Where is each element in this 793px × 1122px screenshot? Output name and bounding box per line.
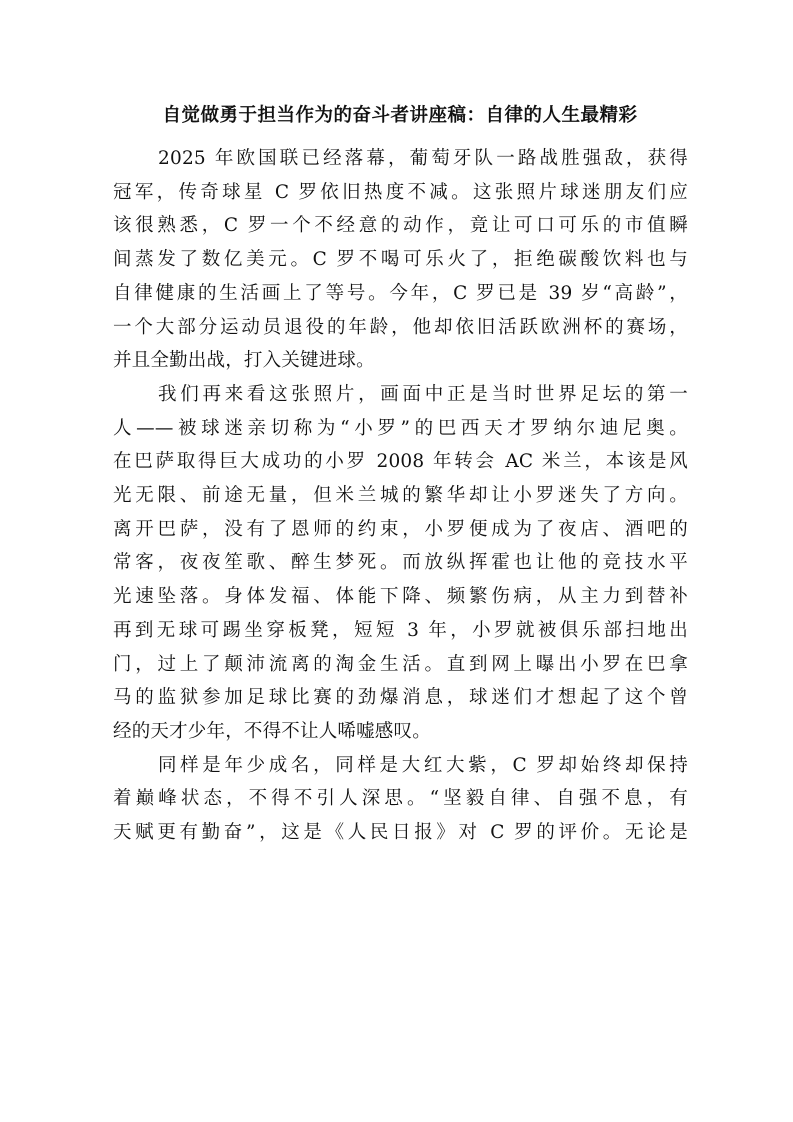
text-line: 马的监狱参加足球比赛的劲爆消息，球迷们才想起了这个曾	[113, 687, 688, 709]
paragraph-1	[113, 142, 688, 378]
paragraph-2	[113, 378, 688, 749]
document-title: 自觉做勇于担当作为的奋斗者讲座稿：自律的人生最精彩	[162, 105, 638, 126]
text-line: 经的天才少年，不得不让人唏嘘感叹。	[113, 720, 431, 742]
paragraph-3	[113, 749, 688, 850]
text-line: 门，过上了颠沛流离的淘金生活。直到网上曝出小罗在巴拿	[113, 653, 688, 675]
text-line: 光速坠落。身体发福、体能下降、频繁伤病，从主力到替补	[113, 586, 688, 608]
text-line: 着巅峰状态，不得不引人深思。“坚毅自律、自强不息，有	[113, 788, 688, 810]
text-line: 再到无球可踢坐穿板凳，短短 3 年，小罗就被俱乐部扫地出	[113, 619, 688, 641]
text-line: 间蒸发了数亿美元。C 罗不喝可乐火了，拒绝碳酸饮料也与	[113, 249, 688, 271]
text-line: 天赋更有勤奋”，这是《人民日报》对 C 罗的评价。无论是	[113, 822, 688, 844]
text-line: 一个大部分运动员退役的年龄，他却依旧活跃欧洲杯的赛场，	[113, 316, 688, 338]
text-line: 该很熟悉，C 罗一个不经意的动作，竟让可口可乐的市值瞬	[113, 215, 688, 237]
text-line: 人——被球迷亲切称为“小罗”的巴西天才罗纳尔迪尼奥。	[113, 417, 688, 439]
text-line: 2025 年欧国联已经落幕，葡萄牙队一路战胜强敌，获得	[158, 148, 688, 169]
text-line: 自律健康的生活画上了等号。今年，C 罗已是 39 岁“高龄”，	[113, 282, 688, 304]
text-line: 常客，夜夜笙歌、醉生梦死。而放纵挥霍也让他的竞技水平	[113, 552, 688, 574]
text-line: 同样是年少成名，同样是大红大紫，C 罗却始终却保持	[158, 754, 688, 776]
text-line: 光无限、前途无量，但米兰城的繁华却让小罗迷失了方向。	[113, 485, 688, 507]
text-line: 在巴萨取得巨大成功的小罗 2008 年转会 AC 米兰，本该是风	[113, 451, 688, 473]
document-body	[113, 142, 688, 850]
text-line: 并且全勤出战，打入关键进球。	[113, 350, 375, 372]
text-line: 我们再来看这张照片，画面中正是当时世界足坛的第一	[158, 383, 688, 405]
text-line: 离开巴萨，没有了恩师的约束，小罗便成为了夜店、酒吧的	[113, 518, 688, 540]
text-line: 冠军，传奇球星 C 罗依旧热度不减。这张照片球迷朋友们应	[113, 181, 688, 203]
